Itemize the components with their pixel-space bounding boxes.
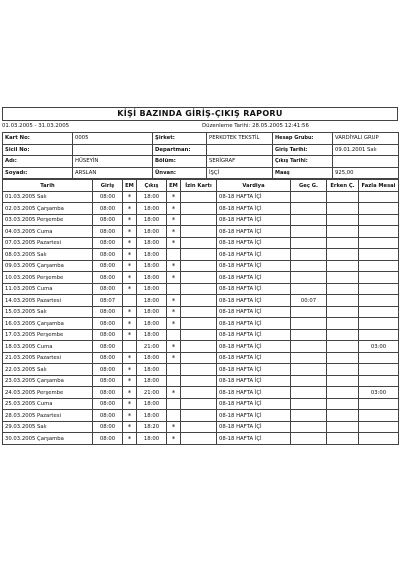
exit-em-cell [167, 410, 181, 422]
bolum-label: Bölüm: [153, 156, 207, 168]
exit-em-cell: * [167, 272, 181, 284]
date-cell: 02.03.2005 Çarşamba [3, 203, 93, 215]
sicil-no-value [73, 144, 153, 156]
late-arrival-cell [291, 352, 327, 364]
exit-time-cell: 18:00 [137, 410, 167, 422]
exit-em-cell: * [167, 191, 181, 203]
table-row [3, 249, 399, 261]
late-arrival-cell [291, 364, 327, 376]
overtime-cell [359, 295, 399, 307]
entry-em-cell [123, 341, 137, 353]
late-arrival-cell [291, 203, 327, 215]
info-row [3, 167, 399, 179]
shift-cell: 08-18 HAFTA İÇİ [217, 237, 291, 249]
late-arrival-cell [291, 387, 327, 399]
late-arrival-cell [291, 214, 327, 226]
sicil-no-label: Sicil No: [3, 144, 73, 156]
date-cell: 03.03.2005 Perşembe [3, 214, 93, 226]
late-arrival-cell [291, 237, 327, 249]
late-arrival-cell [291, 341, 327, 353]
table-row [3, 387, 399, 399]
exit-time-cell: 18:00 [137, 306, 167, 318]
leave-card-cell [181, 329, 217, 341]
leave-card-cell [181, 226, 217, 238]
overtime-cell: 03:00 [359, 387, 399, 399]
date-cell: 30.03.2005 Çarşamba [3, 433, 93, 445]
bolum-value: SERİGRAF [207, 156, 273, 168]
exit-em-cell [167, 364, 181, 376]
exit-em-cell [167, 398, 181, 410]
overtime-cell [359, 375, 399, 387]
info-row [3, 133, 399, 145]
overtime-cell [359, 398, 399, 410]
date-cell: 21.03.2005 Pazartesi [3, 352, 93, 364]
overtime-cell [359, 329, 399, 341]
shift-cell: 08-18 HAFTA İÇİ [217, 352, 291, 364]
adi-label: Adı: [3, 156, 73, 168]
leave-card-cell [181, 433, 217, 445]
entry-em-cell: * [123, 329, 137, 341]
table-row [3, 203, 399, 215]
entry-em-cell: * [123, 283, 137, 295]
exit-time-cell: 18:00 [137, 295, 167, 307]
early-leave-cell [327, 272, 359, 284]
exit-em-cell: * [167, 387, 181, 399]
overtime-cell [359, 249, 399, 261]
soyadi-label: Soyadı: [3, 167, 73, 179]
exit-em-cell [167, 249, 181, 261]
shift-cell: 08-18 HAFTA İÇİ [217, 214, 291, 226]
soyadi-value: ARSLAN [73, 167, 153, 179]
hesap-grubu-label: Hesap Grubu: [273, 133, 333, 145]
entry-time-cell: 08:00 [93, 237, 123, 249]
entry-time-cell: 08:00 [93, 249, 123, 261]
overtime-cell [359, 318, 399, 330]
cikis-tarihi-value [333, 156, 399, 168]
late-arrival-cell [291, 410, 327, 422]
shift-cell: 08-18 HAFTA İÇİ [217, 341, 291, 353]
entry-em-cell: * [123, 203, 137, 215]
entry-em-cell [123, 295, 137, 307]
shift-cell: 08-18 HAFTA İÇİ [217, 260, 291, 272]
entry-em-cell: * [123, 214, 137, 226]
entry-time-cell: 08:00 [93, 375, 123, 387]
exit-em-cell: * [167, 306, 181, 318]
table-row [3, 214, 399, 226]
shift-cell: 08-18 HAFTA İÇİ [217, 387, 291, 399]
leave-card-cell [181, 421, 217, 433]
exit-em-cell [167, 329, 181, 341]
date-cell: 10.03.2005 Perşembe [3, 272, 93, 284]
leave-card-cell [181, 341, 217, 353]
entry-em-cell: * [123, 364, 137, 376]
entry-em-cell: * [123, 398, 137, 410]
late-arrival-cell: 00:07 [291, 295, 327, 307]
date-cell: 18.03.2005 Cuma [3, 341, 93, 353]
overtime-cell [359, 214, 399, 226]
entry-time-cell: 08:00 [93, 214, 123, 226]
column-header: İzin Kartı [181, 180, 217, 192]
column-header: Çıkış [137, 180, 167, 192]
table-row [3, 410, 399, 422]
leave-card-cell [181, 295, 217, 307]
exit-time-cell: 18:00 [137, 272, 167, 284]
column-header: Vardiya [217, 180, 291, 192]
early-leave-cell [327, 341, 359, 353]
early-leave-cell [327, 364, 359, 376]
table-row [3, 341, 399, 353]
unvan-label: Ünvan: [153, 167, 207, 179]
shift-cell: 08-18 HAFTA İÇİ [217, 306, 291, 318]
exit-time-cell: 18:00 [137, 237, 167, 249]
table-row [3, 306, 399, 318]
entry-time-cell: 08:00 [93, 260, 123, 272]
entry-time-cell: 08:00 [93, 410, 123, 422]
early-leave-cell [327, 191, 359, 203]
leave-card-cell [181, 410, 217, 422]
exit-time-cell: 18:00 [137, 398, 167, 410]
early-leave-cell [327, 433, 359, 445]
leave-card-cell [181, 272, 217, 284]
early-leave-cell [327, 214, 359, 226]
leave-card-cell [181, 306, 217, 318]
entry-em-cell: * [123, 375, 137, 387]
date-cell: 24.03.2005 Perşembe [3, 387, 93, 399]
kart-no-value: 0005 [73, 133, 153, 145]
early-leave-cell [327, 421, 359, 433]
column-header: Tarih [3, 180, 93, 192]
exit-time-cell: 18:00 [137, 283, 167, 295]
report-title: KİŞİ BAZINDA GİRİŞ-ÇIKIŞ RAPORU [2, 107, 398, 121]
early-leave-cell [327, 306, 359, 318]
entry-em-cell: * [123, 421, 137, 433]
entry-em-cell: * [123, 226, 137, 238]
table-row [3, 433, 399, 445]
overtime-cell [359, 421, 399, 433]
late-arrival-cell [291, 226, 327, 238]
exit-em-cell: * [167, 421, 181, 433]
leave-card-cell [181, 318, 217, 330]
table-row [3, 295, 399, 307]
date-cell: 28.03.2005 Pazartesi [3, 410, 93, 422]
table-row [3, 352, 399, 364]
date-cell: 23.03.2005 Çarşamba [3, 375, 93, 387]
shift-cell: 08-18 HAFTA İÇİ [217, 375, 291, 387]
leave-card-cell [181, 191, 217, 203]
column-header: EM [167, 180, 181, 192]
entry-em-cell: * [123, 191, 137, 203]
leave-card-cell [181, 398, 217, 410]
entry-time-cell: 08:00 [93, 203, 123, 215]
leave-card-cell [181, 203, 217, 215]
attendance-report [2, 107, 398, 445]
exit-em-cell: * [167, 237, 181, 249]
exit-time-cell: 18:00 [137, 214, 167, 226]
early-leave-cell [327, 203, 359, 215]
departman-label: Departman: [153, 144, 207, 156]
exit-time-cell: 18:00 [137, 203, 167, 215]
early-leave-cell [327, 237, 359, 249]
shift-cell: 08-18 HAFTA İÇİ [217, 283, 291, 295]
date-cell: 11.03.2005 Cuma [3, 283, 93, 295]
date-cell: 04.03.2005 Cuma [3, 226, 93, 238]
table-row [3, 421, 399, 433]
late-arrival-cell [291, 329, 327, 341]
maas-label: Maaş [273, 167, 333, 179]
early-leave-cell [327, 398, 359, 410]
exit-em-cell: * [167, 226, 181, 238]
entry-time-cell: 08:00 [93, 341, 123, 353]
exit-time-cell: 18:00 [137, 191, 167, 203]
early-leave-cell [327, 352, 359, 364]
late-arrival-cell [291, 260, 327, 272]
date-cell: 07.03.2005 Pazartesi [3, 237, 93, 249]
entry-em-cell: * [123, 433, 137, 445]
late-arrival-cell [291, 272, 327, 284]
table-row [3, 272, 399, 284]
leave-card-cell [181, 375, 217, 387]
date-cell: 09.03.2005 Çarşamba [3, 260, 93, 272]
entry-time-cell: 08:00 [93, 387, 123, 399]
early-leave-cell [327, 387, 359, 399]
entry-em-cell: * [123, 352, 137, 364]
table-row [3, 318, 399, 330]
departman-value [207, 144, 273, 156]
maas-value: 925,00 [333, 167, 399, 179]
exit-em-cell: * [167, 352, 181, 364]
overtime-cell [359, 226, 399, 238]
overtime-cell [359, 237, 399, 249]
leave-card-cell [181, 214, 217, 226]
overtime-cell [359, 352, 399, 364]
date-cell: 15.03.2005 Salı [3, 306, 93, 318]
entry-time-cell: 08:00 [93, 329, 123, 341]
table-row [3, 398, 399, 410]
exit-time-cell: 18:00 [137, 352, 167, 364]
shift-cell: 08-18 HAFTA İÇİ [217, 191, 291, 203]
unvan-value: İŞÇİ [207, 167, 273, 179]
date-cell: 22.03.2005 Salı [3, 364, 93, 376]
date-cell: 17.03.2005 Perşembe [3, 329, 93, 341]
entry-time-cell: 08:07 [93, 295, 123, 307]
entry-time-cell: 08:00 [93, 352, 123, 364]
date-cell: 25.03.2005 Cuma [3, 398, 93, 410]
entry-time-cell: 08:00 [93, 421, 123, 433]
entry-em-cell: * [123, 306, 137, 318]
exit-time-cell: 18:00 [137, 260, 167, 272]
early-leave-cell [327, 375, 359, 387]
exit-em-cell: * [167, 214, 181, 226]
exit-em-cell: * [167, 295, 181, 307]
table-row [3, 260, 399, 272]
column-header: Fazla Mesai [359, 180, 399, 192]
leave-card-cell [181, 249, 217, 261]
entry-em-cell: * [123, 410, 137, 422]
date-cell: 29.03.2005 Salı [3, 421, 93, 433]
hesap-grubu-value: VARDİYALI GRUP [333, 133, 399, 145]
exit-em-cell: * [167, 341, 181, 353]
employee-info-table [2, 132, 399, 179]
exit-time-cell: 21:00 [137, 341, 167, 353]
early-leave-cell [327, 410, 359, 422]
entry-em-cell: * [123, 237, 137, 249]
early-leave-cell [327, 329, 359, 341]
exit-em-cell: * [167, 260, 181, 272]
early-leave-cell [327, 249, 359, 261]
leave-card-cell [181, 237, 217, 249]
shift-cell: 08-18 HAFTA İÇİ [217, 318, 291, 330]
exit-time-cell: 18:00 [137, 433, 167, 445]
leave-card-cell [181, 260, 217, 272]
column-header: Giriş [93, 180, 123, 192]
table-row [3, 329, 399, 341]
late-arrival-cell [291, 191, 327, 203]
early-leave-cell [327, 283, 359, 295]
shift-cell: 08-18 HAFTA İÇİ [217, 272, 291, 284]
exit-em-cell [167, 283, 181, 295]
overtime-cell [359, 306, 399, 318]
leave-card-cell [181, 364, 217, 376]
report-meta [2, 121, 398, 132]
exit-time-cell: 18:00 [137, 318, 167, 330]
cikis-tarihi-label: Çıkış Tarihi: [273, 156, 333, 168]
overtime-cell [359, 272, 399, 284]
overtime-cell: 03:00 [359, 341, 399, 353]
date-cell: 01.03.2005 Salı [3, 191, 93, 203]
shift-cell: 08-18 HAFTA İÇİ [217, 295, 291, 307]
shift-cell: 08-18 HAFTA İÇİ [217, 364, 291, 376]
shift-cell: 08-18 HAFTA İÇİ [217, 421, 291, 433]
entry-time-cell: 08:00 [93, 364, 123, 376]
overtime-cell [359, 203, 399, 215]
early-leave-cell [327, 260, 359, 272]
date-cell: 14.03.2005 Pazartesi [3, 295, 93, 307]
table-row [3, 364, 399, 376]
exit-time-cell: 18:00 [137, 329, 167, 341]
early-leave-cell [327, 295, 359, 307]
table-row [3, 283, 399, 295]
overtime-cell [359, 260, 399, 272]
entry-time-cell: 08:00 [93, 191, 123, 203]
shift-cell: 08-18 HAFTA İÇİ [217, 433, 291, 445]
entry-time-cell: 08:00 [93, 283, 123, 295]
shift-cell: 08-18 HAFTA İÇİ [217, 329, 291, 341]
leave-card-cell [181, 387, 217, 399]
entry-em-cell: * [123, 318, 137, 330]
attendance-table [2, 179, 399, 445]
overtime-cell [359, 410, 399, 422]
adi-value: HÜSEYİN [73, 156, 153, 168]
exit-em-cell: * [167, 318, 181, 330]
exit-time-cell: 21:00 [137, 387, 167, 399]
column-header: EM [123, 180, 137, 192]
late-arrival-cell [291, 398, 327, 410]
exit-em-cell: * [167, 203, 181, 215]
entry-em-cell: * [123, 272, 137, 284]
early-leave-cell [327, 226, 359, 238]
table-row [3, 237, 399, 249]
entry-time-cell: 08:00 [93, 433, 123, 445]
entry-em-cell: * [123, 260, 137, 272]
overtime-cell [359, 191, 399, 203]
date-cell: 08.03.2005 Salı [3, 249, 93, 261]
exit-time-cell: 18:00 [137, 364, 167, 376]
early-leave-cell [327, 318, 359, 330]
late-arrival-cell [291, 306, 327, 318]
overtime-cell [359, 283, 399, 295]
exit-em-cell [167, 375, 181, 387]
late-arrival-cell [291, 375, 327, 387]
entry-em-cell: * [123, 387, 137, 399]
table-row [3, 191, 399, 203]
table-row [3, 226, 399, 238]
exit-time-cell: 18:00 [137, 226, 167, 238]
exit-time-cell: 18:20 [137, 421, 167, 433]
shift-cell: 08-18 HAFTA İÇİ [217, 398, 291, 410]
giris-tarihi-value: 09.01.2001 Salı [333, 144, 399, 156]
info-row [3, 156, 399, 168]
late-arrival-cell [291, 433, 327, 445]
late-arrival-cell [291, 283, 327, 295]
leave-card-cell [181, 352, 217, 364]
late-arrival-cell [291, 421, 327, 433]
entry-em-cell: * [123, 249, 137, 261]
entry-time-cell: 08:00 [93, 306, 123, 318]
info-row [3, 144, 399, 156]
attendance-rows [3, 191, 399, 444]
shift-cell: 08-18 HAFTA İÇİ [217, 249, 291, 261]
table-header-row [3, 180, 399, 192]
exit-time-cell: 18:00 [137, 249, 167, 261]
column-header: Erken Ç. [327, 180, 359, 192]
sirket-value: PERKOTEK TEKSTİL [207, 133, 273, 145]
entry-time-cell: 08:00 [93, 272, 123, 284]
entry-time-cell: 08:00 [93, 318, 123, 330]
exit-time-cell: 18:00 [137, 375, 167, 387]
late-arrival-cell [291, 318, 327, 330]
overtime-cell [359, 364, 399, 376]
shift-cell: 08-18 HAFTA İÇİ [217, 203, 291, 215]
late-arrival-cell [291, 249, 327, 261]
date-cell: 16.03.2005 Çarşamba [3, 318, 93, 330]
edit-timestamp: Düzenleme Tarihi: 28.05.2005 12:41:56 [202, 123, 309, 129]
entry-time-cell: 08:00 [93, 226, 123, 238]
kart-no-label: Kart No: [3, 133, 73, 145]
giris-tarihi-label: Giriş Tarihi: [273, 144, 333, 156]
table-row [3, 375, 399, 387]
exit-em-cell: * [167, 433, 181, 445]
entry-time-cell: 08:00 [93, 398, 123, 410]
overtime-cell [359, 433, 399, 445]
date-range: 01.03.2005 - 31.03.2005 [2, 123, 70, 129]
shift-cell: 08-18 HAFTA İÇİ [217, 226, 291, 238]
shift-cell: 08-18 HAFTA İÇİ [217, 410, 291, 422]
leave-card-cell [181, 283, 217, 295]
sirket-label: Şirket: [153, 133, 207, 145]
column-header: Geç G. [291, 180, 327, 192]
